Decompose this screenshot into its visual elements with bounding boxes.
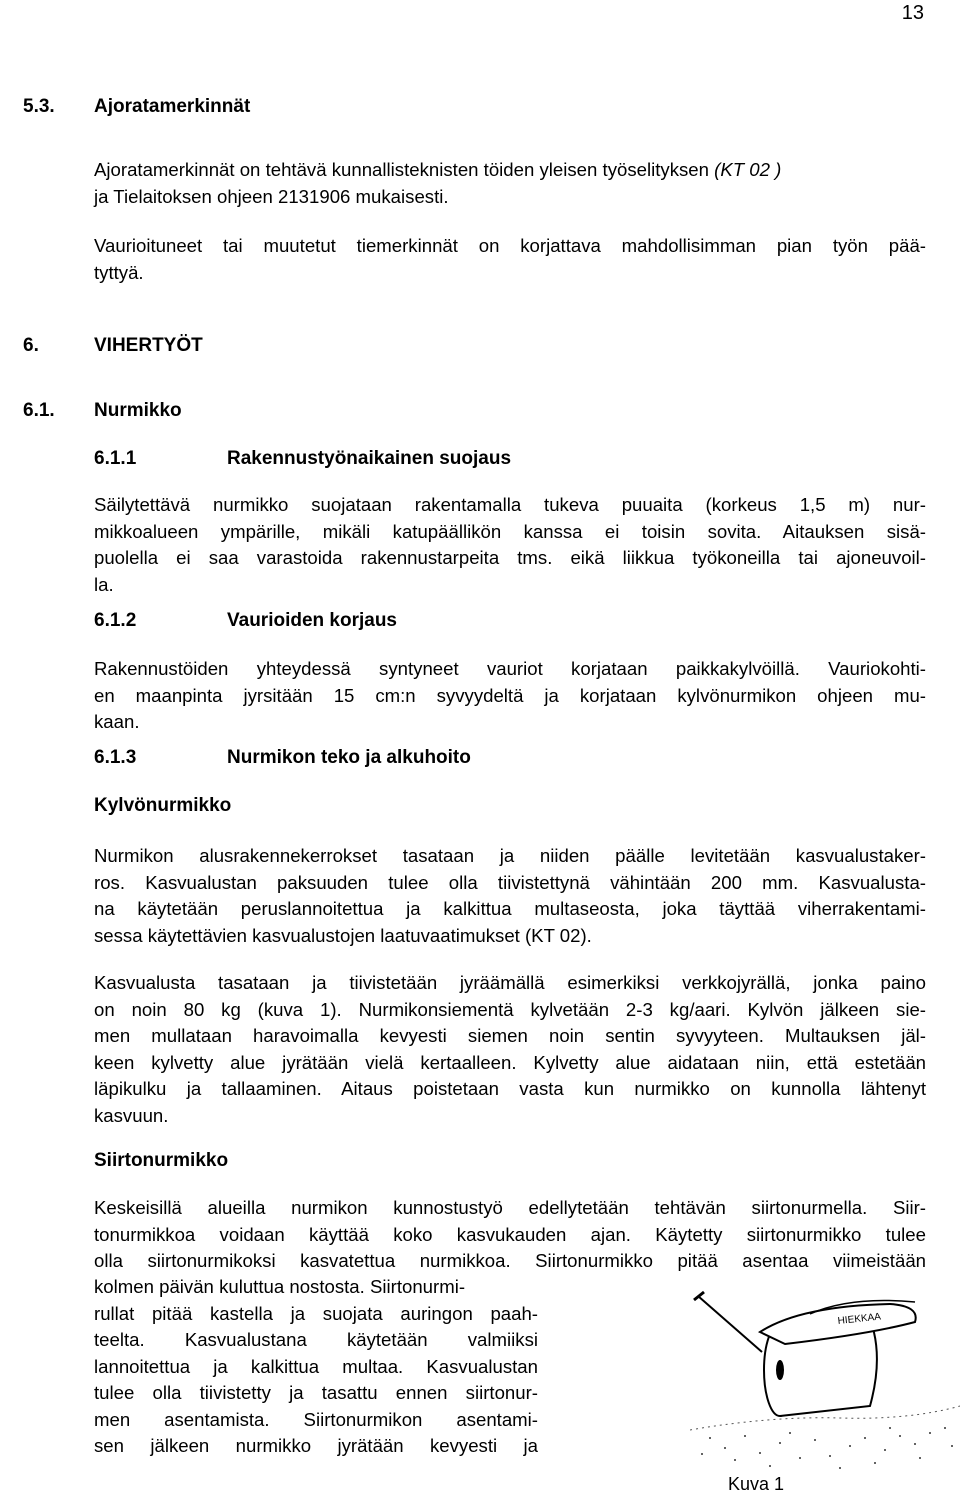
text-line: en maanpinta jyrsitään 15 cm:n syvyydeltä ja korjataan kylvönurmikon ohjeen mu- (94, 684, 926, 706)
text-line: lannoitettua ja kalkittua multaa. Kasvualustan (94, 1355, 538, 1377)
page-number: 13 (901, 2, 924, 24)
section-6-1-2-title: Vaurioiden korjaus (227, 610, 397, 631)
p1-text: Ajoratamerkinnät on tehtävä kunnallisteknisten töiden yleisen työselityksen (94, 159, 715, 180)
text-line: rullat pitää kastella ja suojata auringon paah- (94, 1302, 538, 1324)
section-5-3-paragraph-1 (94, 157, 926, 210)
text-line: mikkoalueen ympärille, mikäli katupäällikön kanssa ei toisin sovita. Aitauksen sisä- (94, 520, 926, 542)
text-line: sessa käytettävien kasvualustojen laatuvaatimukset (KT 02). (94, 924, 592, 946)
section-6-1-2-paragraph (94, 656, 926, 736)
roller-handle (698, 1296, 762, 1352)
subheading-kylvonurmikko: Kylvönurmikko (94, 795, 232, 816)
text-line: läpikulku ja tallaaminen. Aitaus poistetaan vasta kun nurmikko on kunnolla lähtenyt (94, 1078, 926, 1099)
text-line: kaan. (94, 711, 140, 732)
figure-caption: Kuva 1 (728, 1474, 785, 1494)
text-line: sen jälkeen nurmikko jyrätään kevyesti ja (94, 1435, 538, 1456)
kylvonurmikko-paragraph-2 (94, 970, 926, 1129)
text-line: tonurmikkoa voidaan käyttää koko kasvukauden ajan. Käytetty siirtonurmikko tulee (94, 1223, 926, 1245)
section-6-1-3-title: Nurmikon teko ja alkuhoito (227, 747, 471, 768)
siirtonurmikko-paragraph (94, 1195, 926, 1275)
text-line: kasvuun. (94, 1104, 169, 1126)
section-6-title: VIHERTYÖT (94, 335, 203, 356)
text-line: men mullataan haravoimalla kevyesti siemen noin sentin syvyyteen. Multauksen jäl- (94, 1025, 926, 1046)
text-line: puolella ei saa varastoida rakennustarpeita tms. eikä liikkua työkoneilla tai ajoneuvoil- (94, 547, 926, 568)
text-line: Rakennustöiden yhteydessä syntyneet vauriot korjataan paikkakylvöillä. Vauriokohti- (94, 658, 926, 679)
p1-line-2: ja Tielaitoksen ohjeen 2131906 mukaisesti. (94, 185, 449, 207)
section-6-1-1-title: Rakennustyönaikainen suojaus (227, 448, 512, 469)
text-line: olla siirtonurmikoksi kasvatettua nurmikkoa. Siirtonurmikko pitää asentaa viimeistään (94, 1250, 926, 1271)
siirtonurmikko-paragraph-narrow (94, 1274, 538, 1460)
section-5-3-title: Ajoratamerkinnät (94, 96, 251, 117)
text-line: Keskeisillä alueilla nurmikon kunnostustyö edellytetään tehtävän siirtonurmella. Siir- (94, 1197, 926, 1218)
kylvonurmikko-paragraph-1 (94, 843, 926, 949)
ground-texture (701, 1427, 953, 1469)
sack-label: HIEKKAA (837, 1311, 882, 1327)
text-line: men asentamista. Siirtonurmikon asentami- (94, 1408, 538, 1430)
section-5-3-number: 5.3. (23, 96, 55, 117)
text-line: kolmen päivän kuluttua nostosta. Siirtonurmi- (94, 1276, 466, 1297)
roller-axle (776, 1360, 784, 1380)
p1-reference: (KT 02 ) (714, 159, 782, 180)
section-6-1-3-number: 6.1.3 (94, 747, 137, 768)
text-line: Nurmikon alusrakennekerrokset tasataan ja niiden päälle levitetään kasvualustaker- (94, 845, 926, 866)
subheading-siirtonurmikko: Siirtonurmikko (94, 1150, 229, 1171)
text-line: Kasvualusta tasataan ja tiivistetään jyräämällä esimerkiksi verkkojyrällä, jonka paino (94, 972, 926, 993)
text-line: na käytetään peruslannoitettua ja kalkittua multaseosta, joka täyttää viherrakentami- (94, 898, 926, 919)
text-line: teelta. Kasvualustana käytetään valmiiksi (94, 1329, 538, 1350)
section-6-1-number: 6.1. (23, 400, 55, 421)
section-6-1-2-number: 6.1.2 (94, 610, 137, 631)
text-line: ros. Kasvualustan paksuuden tulee olla tiivistettynä vähintään 200 mm. Kasvualusta- (94, 871, 926, 893)
text-line: on noin 80 kg (kuva 1). Nurmikonsiementä kylvetään 2-3 kg/aari. Kylvön jälkeen sie- (94, 998, 926, 1020)
p2-line-2: tyttyä. (94, 261, 144, 283)
lawn-roller-illustration (690, 1288, 960, 1494)
text-line: Säilytettävä nurmikko suojataan rakentamalla tukeva puuaita (korkeus 1,5 m) nur- (94, 494, 926, 515)
section-6-1-1-number: 6.1.1 (94, 448, 137, 469)
section-5-3-paragraph-2 (94, 233, 926, 286)
section-6-1-1-paragraph (94, 492, 926, 598)
section-6-1-title: Nurmikko (94, 400, 182, 421)
section-6-number: 6. (23, 335, 39, 356)
p2-line-1: Vaurioituneet tai muutetut tiemerkinnät on korjattava mahdollisimman pian työn pää- (94, 235, 926, 256)
text-line: keen kylvetty alue jyrätään vielä kertaalleen. Kylvetty alue aidataan niin, että estetään (94, 1051, 926, 1073)
text-line: tulee olla tiivistetty ja tasattu ennen siirtonur- (94, 1382, 538, 1403)
text-line: la. (94, 573, 114, 595)
